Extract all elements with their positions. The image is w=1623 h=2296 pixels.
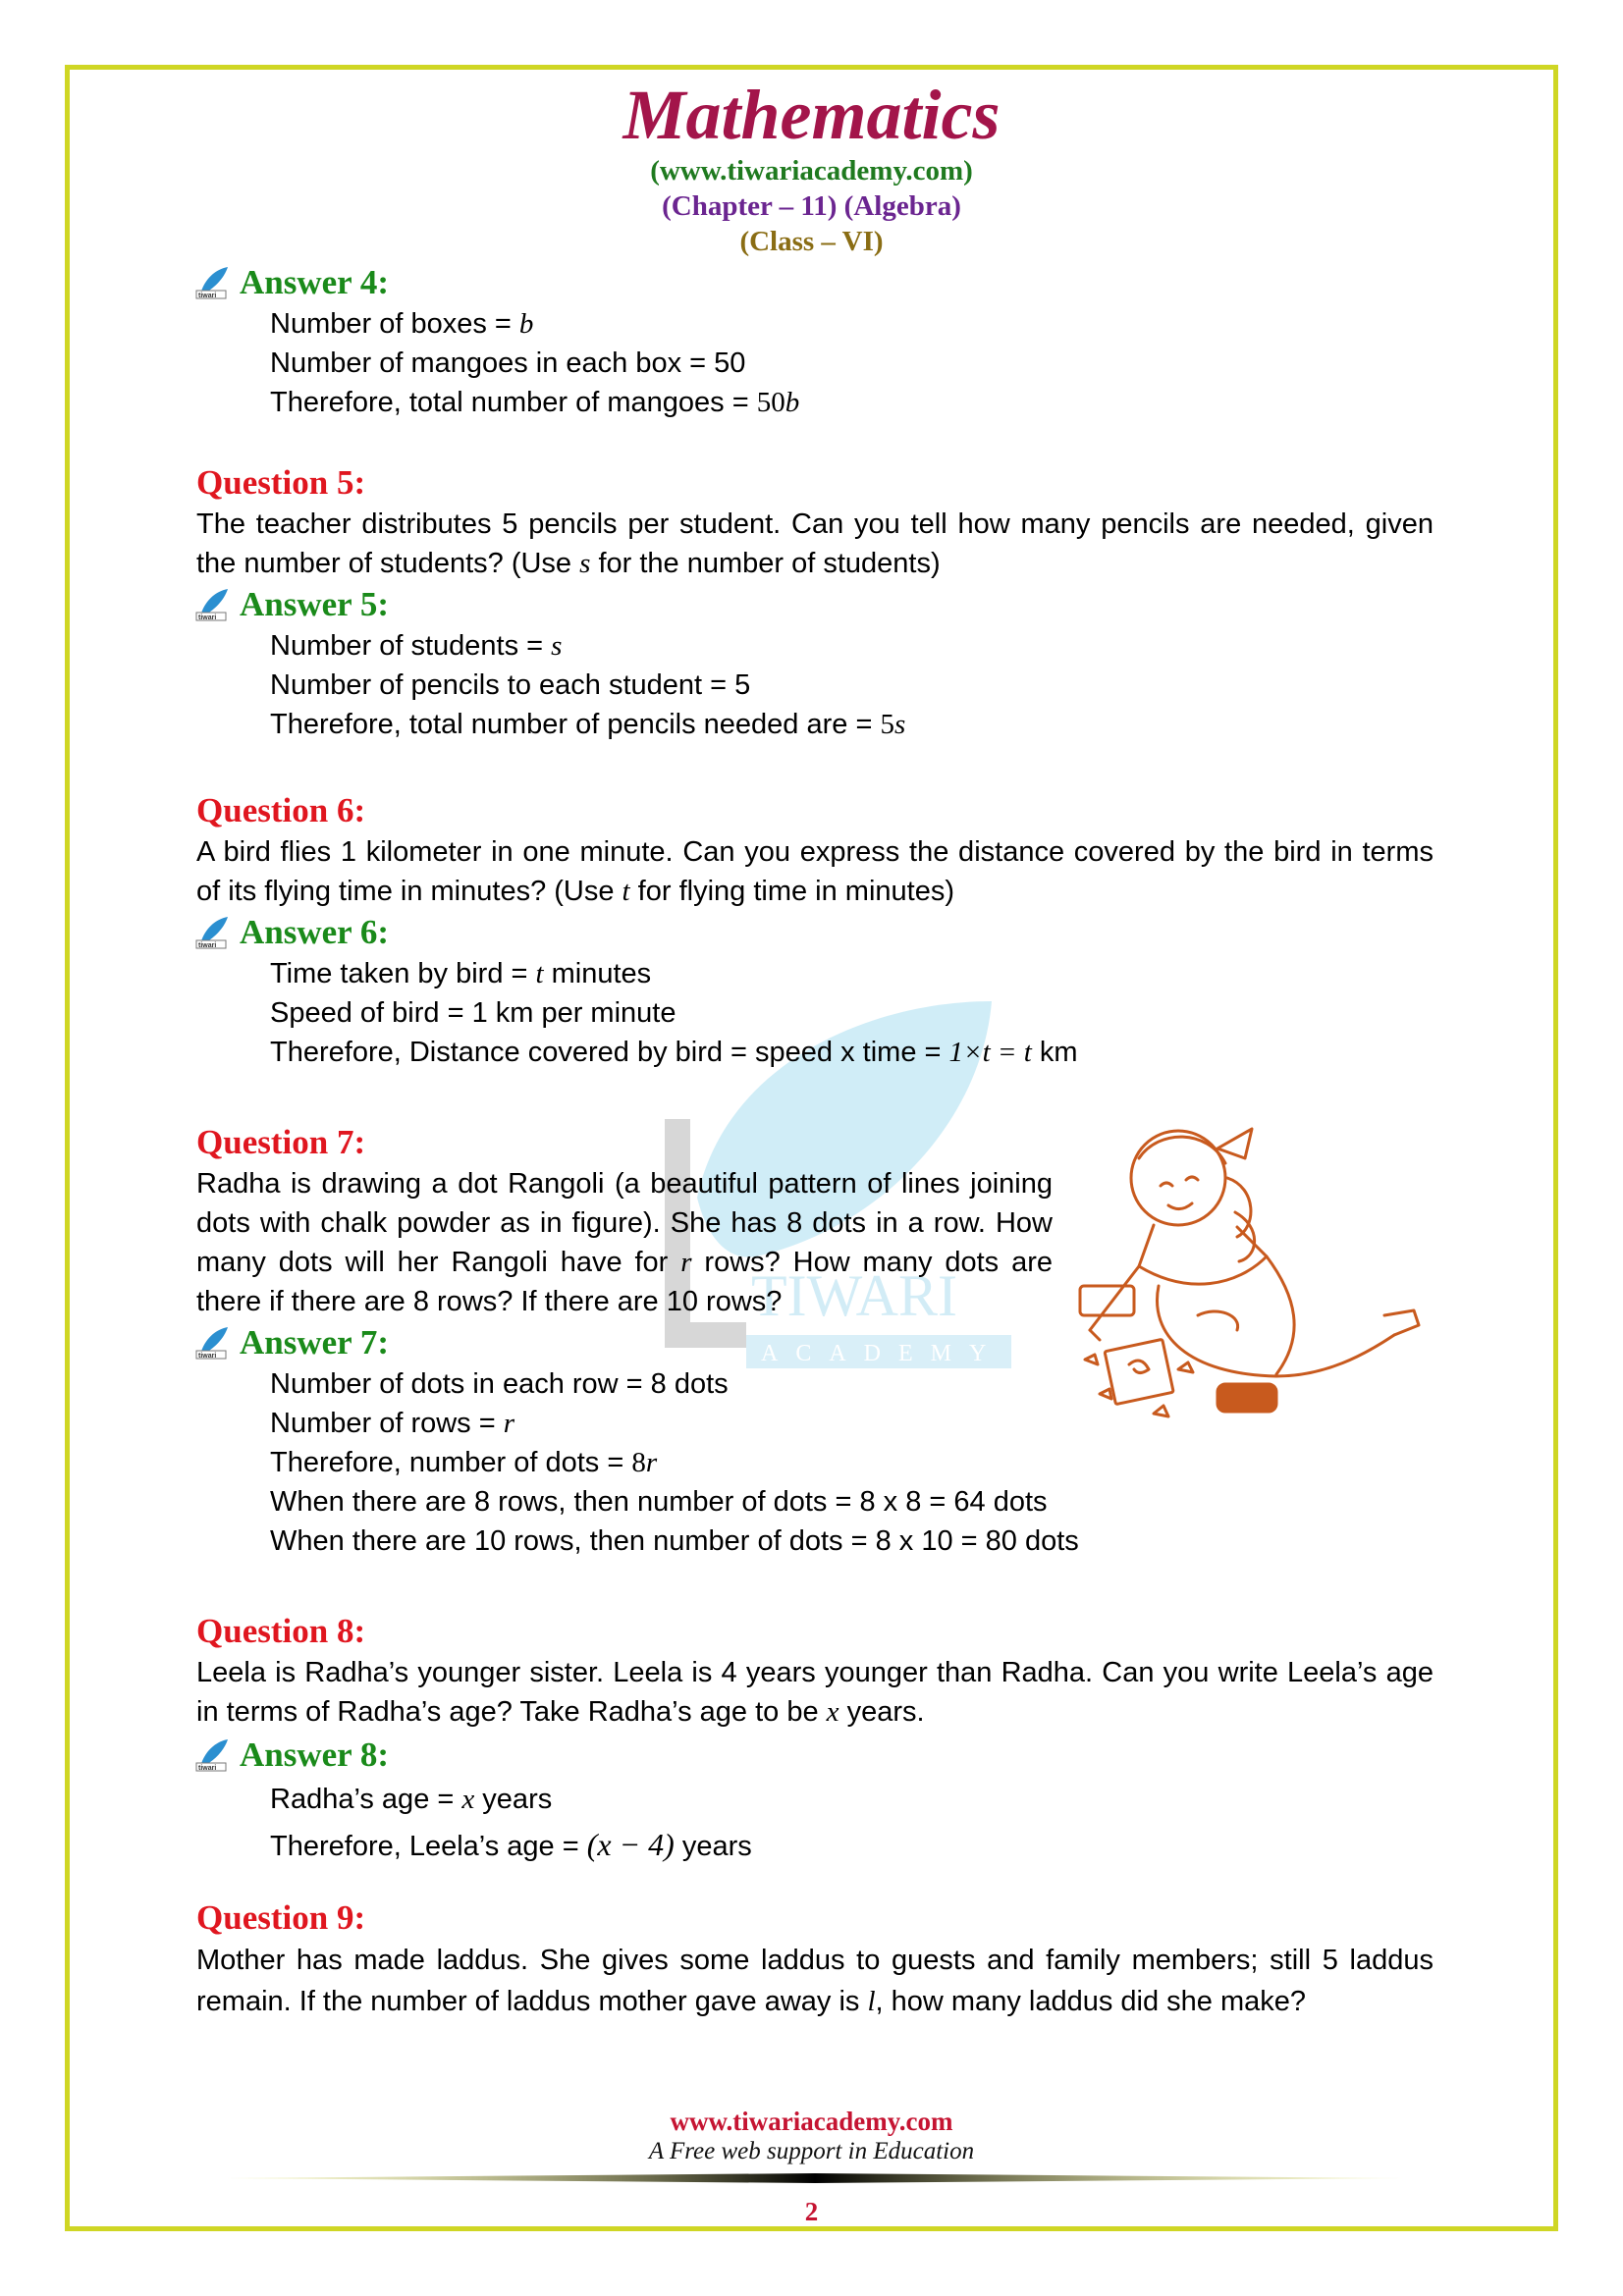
answer-5-body	[270, 626, 905, 744]
answer-7-line-1: Number of dots in each row = 8 dots	[270, 1368, 729, 1400]
answer-7-heading	[194, 1321, 389, 1364]
footer-tagline: A Free web support in Education	[648, 2138, 975, 2164]
answer-7-line-5: When there are 10 rows, then number of dots = 8 x 10 = 80 dots	[270, 1525, 1079, 1557]
svg-text:tiwari: tiwari	[198, 1765, 217, 1772]
answer-8-heading-text: Answer 8:	[240, 1735, 389, 1774]
answer-6-line-3: Therefore, Distance covered by bird = speed x time = 1×t = t km	[270, 1037, 1078, 1068]
answer-4-heading	[194, 261, 389, 304]
answer-8-heading	[194, 1734, 389, 1777]
answer-5-line-1: Number of students = s	[270, 630, 563, 662]
answer-5-line-3: Therefore, total number of pencils needed are = 5s	[270, 709, 906, 740]
footer-divider	[226, 2173, 1404, 2183]
answer-6-heading-text: Answer 6:	[240, 913, 389, 951]
answer-6-heading	[194, 911, 389, 954]
answer-6-line-1: Time taken by bird = t minutes	[270, 958, 652, 989]
quill-icon	[194, 915, 232, 950]
svg-text:tiwari: tiwari	[198, 942, 217, 949]
question-8-heading: Question 8:	[196, 1612, 366, 1650]
answer-8-line-1: Radha’s age = x years	[270, 1784, 553, 1815]
quill-icon	[194, 587, 232, 622]
answer-6-body	[270, 954, 1078, 1072]
answer-7-line-3: Therefore, number of dots = 8r	[270, 1447, 658, 1478]
question-9-text: Mother has made laddus. She gives some laddus to guests and family members; still 5 laddus remain. If the number of laddus mother gave away is l, how many laddus did she make?	[196, 1945, 1434, 2017]
svg-text:tiwari: tiwari	[198, 614, 217, 621]
footer-site-link[interactable]: www.tiwariacademy.com	[670, 2107, 953, 2136]
quill-icon	[194, 265, 232, 300]
answer-7-heading-text: Answer 7:	[240, 1323, 389, 1362]
answer-8-body	[270, 1777, 752, 1869]
answer-8-line-2: Therefore, Leela’s age = (x − 4) years	[270, 1827, 752, 1862]
answer-7-body	[270, 1364, 1079, 1561]
question-7-text: Radha is drawing a dot Rangoli (a beautiful pattern of lines joining dots with chalk powder as in figure). She has 8 dots in a row. How many dots will her Rangoli have for r rows? How many dots are there if there are 8 rows? If there are 10 rows?	[196, 1168, 1053, 1317]
answer-5-heading	[194, 583, 389, 626]
question-7-heading: Question 7:	[196, 1123, 366, 1161]
header-chapter: (Chapter – 11) (Algebra)	[662, 190, 961, 222]
answer-6-line-2: Speed of bird = 1 km per minute	[270, 997, 676, 1029]
svg-text:tiwari: tiwari	[198, 1353, 217, 1360]
svg-text:tiwari: tiwari	[198, 293, 217, 299]
question-5-text: The teacher distributes 5 pencils per student. Can you tell how many pencils are needed, given the number of students? (Use s for the number of students)	[196, 508, 1434, 579]
quill-icon	[194, 1737, 232, 1773]
question-6-heading: Question 6:	[196, 791, 366, 829]
question-8-text: Leela is Radha’s younger sister. Leela is 4 years younger than Radha. Can you write Leela’s age in terms of Radha’s age? Take Radha’s age to be x years.	[196, 1657, 1434, 1728]
answer-4-line-3: Therefore, total number of mangoes = 50b	[270, 387, 800, 418]
quill-icon	[194, 1325, 232, 1361]
header-class: (Class – VI)	[739, 226, 884, 257]
watermark-sub: ACADEMY	[761, 1341, 1004, 1366]
rangoli-girl-illustration	[1070, 1119, 1434, 1453]
header-site[interactable]: (www.tiwariacademy.com)	[650, 155, 973, 187]
answer-7-line-4: When there are 8 rows, then number of dots = 8 x 8 = 64 dots	[270, 1486, 1048, 1518]
watermark-name: TIWARI	[751, 1263, 957, 1328]
answer-4-heading-text: Answer 4:	[240, 263, 389, 301]
answer-4-line-1: Number of boxes = b	[270, 308, 534, 340]
answer-4-line-2: Number of mangoes in each box = 50	[270, 347, 746, 379]
page-number: 2	[804, 2197, 819, 2226]
question-6-text: A bird flies 1 kilometer in one minute. Can you express the distance covered by the bird in terms of its flying time in minutes? (Use t for flying time in minutes)	[196, 836, 1434, 907]
page-title: Mathematics	[622, 76, 1001, 154]
question-9-heading: Question 9:	[196, 1898, 366, 1937]
question-5-heading: Question 5:	[196, 463, 366, 502]
answer-5-heading-text: Answer 5:	[240, 585, 389, 623]
answer-4-body	[270, 304, 799, 422]
answer-5-line-2: Number of pencils to each student = 5	[270, 669, 751, 701]
answer-7-line-2: Number of rows = r	[270, 1408, 515, 1439]
